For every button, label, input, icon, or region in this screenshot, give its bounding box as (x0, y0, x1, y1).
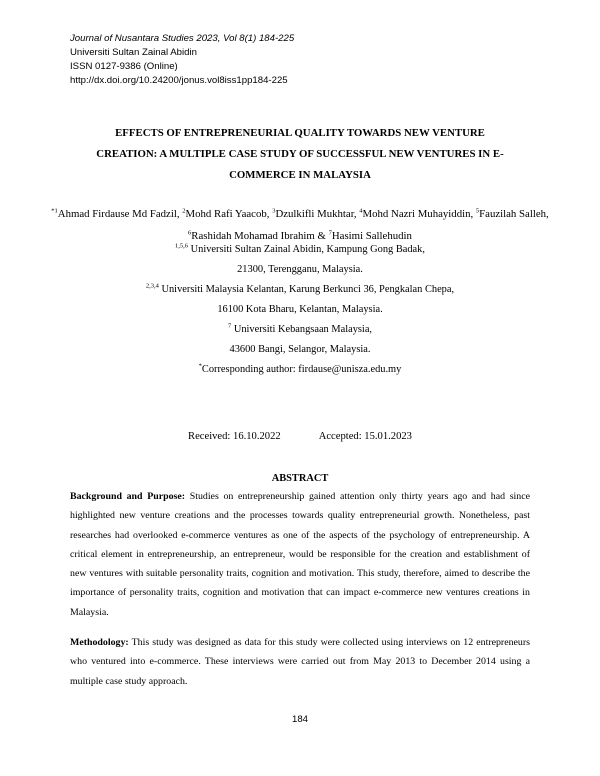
abstract-heading: ABSTRACT (271, 473, 329, 484)
affiliation-text: Universiti Kebangsaan Malaysia, (231, 324, 373, 335)
corresponding-email: Corresponding author: firdause@unisza.edu.my (201, 364, 402, 375)
affiliation-sup: * (198, 362, 202, 370)
author-name: Dzulkifli Mukhtar (275, 208, 354, 220)
author-sup: 2 (182, 207, 186, 215)
paper-title (40, 123, 560, 186)
issn: ISSN 0127-9386 (Online) (70, 61, 178, 72)
author-sup: 3 (272, 207, 276, 215)
affiliation-text: Universiti Malaysia Kelantan, Karung Berkunci 36, Pengkalan Chepa, (158, 284, 455, 295)
accepted-date: Accepted: 15.01.2023 (318, 431, 412, 442)
author-name: Fauzilah Salleh (479, 208, 547, 220)
methodology-label: Methodology: (70, 637, 129, 648)
author-separator: , (353, 208, 360, 220)
affiliation-line (50, 280, 550, 300)
abstract-background-paragraph (70, 487, 530, 622)
affiliation-line: 43600 Bangi, Selangor, Malaysia. (229, 344, 371, 355)
author-separator: , (266, 208, 273, 220)
background-label: Background and Purpose: (70, 491, 186, 502)
page-number: 184 (291, 714, 308, 725)
affiliation-sup: 7 (227, 322, 232, 330)
affiliations (50, 240, 550, 380)
author-name: Hasimi Sallehudin (331, 230, 412, 242)
author-sup: *1 (51, 207, 58, 215)
doi-link[interactable]: http://dx.doi.org/10.24200/jonus.vol8iss1pp184-225 (70, 75, 288, 86)
received-date: Received: 16.10.2022 (188, 431, 281, 442)
author-name: Mohd Nazri Muhayiddin (362, 208, 471, 220)
title-line: EFFECTS OF ENTREPRENEURIAL QUALITY TOWARDS NEW VENTURE (115, 127, 485, 139)
author-sup: 5 (475, 207, 480, 215)
background-text: Studies on entrepreneurship gained attention only thirty years ago and had since highlighted new venture creations and the processes towards quality entrepreneurial growth. Nonetheless, past researches had overlooked e-commerce ventures as one of the aspects of the psychology of entrepreneurship. A critical element in entrepreneurship, an entrepreneur, would be responsible for the creation and establishment of new ventures with suitable personality traits, cognition and motivation. This study, therefore, aimed to describe the importance of personality traits, cognition and motivation that can impact e-commerce new ventures creations in Malaysia. (70, 491, 530, 618)
author-separator: , (470, 208, 476, 220)
author-name: Rashidah Mohamad Ibrahim (191, 230, 315, 242)
affiliation-sup: 1,5,6 (175, 242, 189, 250)
author-name: Ahmad Firdause Md Fadzil (57, 208, 177, 220)
author-sup: 6 (188, 229, 192, 237)
title-line: CREATION: A MULTIPLE CASE STUDY OF SUCCESSFUL NEW VENTURES IN E- (96, 148, 504, 160)
affiliation-sup: 2,3,4 (145, 282, 159, 290)
author-separator: & (314, 230, 329, 242)
author-sup: 4 (359, 207, 363, 215)
title-line: COMMERCE IN MALAYSIA (229, 169, 371, 181)
methodology-text: This study was designed as data for this study were collected using interviews on 12 entrepreneurs who ventured into e-commerce. These interviews were carried out from May 2013 to December 2014 using a multiple case study approach. (70, 637, 530, 687)
affiliation-line (50, 320, 550, 340)
journal-citation: Journal of Nusantara Studies 2023, Vol 8(1) 184-225 (70, 33, 295, 44)
affiliation-text: Universiti Sultan Zainal Abidin, Kampung Gong Badak, (188, 244, 425, 255)
author-separator: , (546, 208, 549, 220)
author-name: Mohd Rafi Yaacob (185, 208, 267, 220)
corresponding-author (50, 360, 550, 380)
affiliation-line (50, 240, 550, 260)
author-separator: , (176, 208, 183, 220)
submission-dates (0, 431, 600, 442)
university-name: Universiti Sultan Zainal Abidin (70, 47, 197, 58)
journal-header (70, 32, 294, 88)
affiliation-line: 16100 Kota Bharu, Kelantan, Malaysia. (217, 304, 383, 315)
author-sup: 7 (328, 229, 332, 237)
affiliation-line: 21300, Terengganu, Malaysia. (237, 264, 363, 275)
abstract-methodology-paragraph (70, 633, 530, 691)
